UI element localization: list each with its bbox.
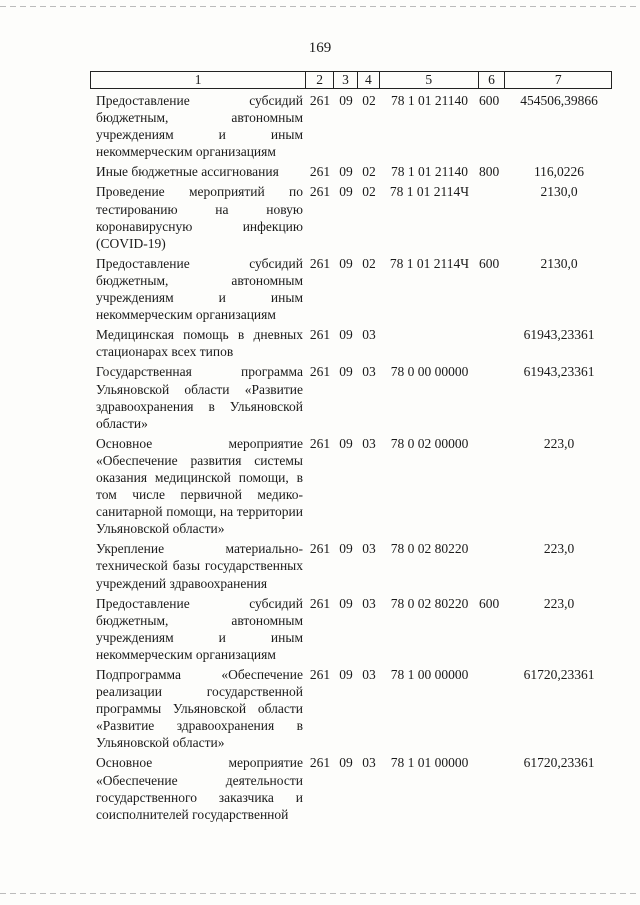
header-col-1: 1 xyxy=(91,72,306,88)
table-row xyxy=(96,92,612,160)
row-code-subsection: 02 xyxy=(362,255,376,271)
row-code-admin: 261 xyxy=(309,327,331,343)
row-code-admin: 261 xyxy=(309,184,331,200)
row-code-expense xyxy=(479,754,506,822)
row-code-expense: 600 xyxy=(479,255,500,271)
page-number: 169 xyxy=(308,40,332,56)
row-code-target: 78 0 00 00000 xyxy=(390,364,469,380)
row-code-section: 09 xyxy=(339,755,353,771)
row-code-expense xyxy=(479,540,506,591)
row-amount: 61720,23361 xyxy=(523,755,595,771)
row-code-section: 09 xyxy=(339,667,353,682)
row-code-target: 78 1 01 21140 xyxy=(390,164,469,180)
row-amount: 223,0 xyxy=(543,435,575,451)
row-code-subsection: 02 xyxy=(362,93,376,108)
row-description: Государственная программа Ульяновской области «Развитие здравоохранения в Ульяновской области» xyxy=(96,364,303,431)
row-code-admin: 261 xyxy=(309,755,331,771)
row-description: Предоставление субсидий бюджетным, автономным учреждениям и иным некоммерческим организациям xyxy=(96,595,303,662)
table-row xyxy=(96,540,612,591)
scan-artifact-top xyxy=(0,6,640,7)
row-code-target: 78 0 02 80220 xyxy=(390,595,469,611)
row-code-target: 78 0 02 00000 xyxy=(390,435,469,451)
row-amount: 2130,0 xyxy=(540,184,578,200)
row-code-section: 09 xyxy=(339,93,353,108)
row-description: Проведение мероприятий по тестированию на новую коронавирусную инфекцию (COVID-19) xyxy=(96,184,303,251)
table-row xyxy=(96,326,612,360)
row-code-admin: 261 xyxy=(309,595,331,611)
row-code-target: 78 1 00 00000 xyxy=(390,667,469,682)
row-code-subsection: 03 xyxy=(362,327,376,343)
table-row xyxy=(96,595,612,663)
row-code-section: 09 xyxy=(339,435,353,451)
table-row xyxy=(96,754,612,822)
row-code-section: 09 xyxy=(339,541,353,557)
row-code-subsection: 03 xyxy=(362,435,376,451)
table-row xyxy=(96,163,612,180)
row-amount: 61720,23361 xyxy=(523,667,595,682)
row-code-expense xyxy=(479,183,506,251)
row-description: Основное мероприятие «Обеспечение деятельности государственного заказчика и соисполнителей государственной xyxy=(96,755,303,822)
table-row xyxy=(96,435,612,538)
row-amount: 454506,39866 xyxy=(520,93,598,108)
row-description: Предоставление субсидий бюджетным, автономным учреждениям и иным некоммерческим организациям xyxy=(96,255,303,323)
header-col-7: 7 xyxy=(554,72,562,87)
row-code-expense xyxy=(479,363,506,431)
row-code-subsection: 02 xyxy=(362,164,376,180)
row-code-section: 09 xyxy=(339,595,353,611)
row-code-expense xyxy=(479,326,506,360)
row-code-expense: 600 xyxy=(479,93,500,108)
scan-artifact-bottom xyxy=(0,893,640,894)
row-code-admin: 261 xyxy=(309,667,331,682)
row-code-section: 09 xyxy=(339,164,353,180)
row-amount: 116,0226 xyxy=(533,164,585,180)
row-amount: 61943,23361 xyxy=(523,364,595,380)
table-header-row xyxy=(90,71,612,89)
row-code-admin: 261 xyxy=(309,364,331,380)
row-code-expense: 600 xyxy=(479,595,500,611)
row-code-section: 09 xyxy=(339,184,353,200)
table-body xyxy=(96,92,612,823)
row-code-subsection: 03 xyxy=(362,667,376,682)
table-row xyxy=(96,255,612,323)
row-code-admin: 261 xyxy=(309,93,331,108)
row-code-subsection: 03 xyxy=(362,541,376,557)
row-code-expense: 800 xyxy=(479,164,500,180)
row-code-admin: 261 xyxy=(309,541,331,557)
header-col-3: 3 xyxy=(334,72,358,88)
header-col-6: 6 xyxy=(479,72,506,88)
row-code-subsection: 03 xyxy=(362,364,376,380)
header-col-4: 4 xyxy=(358,72,380,88)
row-code-admin: 261 xyxy=(309,435,331,451)
row-description: Иные бюджетные ассигнования xyxy=(96,164,279,180)
row-code-section: 09 xyxy=(339,327,353,343)
table-row xyxy=(96,183,612,251)
row-code-target: 78 1 01 2114Ч xyxy=(389,184,470,200)
row-code-admin: 261 xyxy=(309,255,331,271)
row-description: Укрепление материально-технической базы государственных учреждений здравоохранения xyxy=(96,541,303,591)
row-code-target: 78 1 01 00000 xyxy=(390,755,469,771)
row-code-target: 78 1 01 2114Ч xyxy=(389,255,470,271)
row-code-expense xyxy=(479,666,506,751)
row-code-admin: 261 xyxy=(309,164,331,180)
row-code-subsection: 03 xyxy=(362,595,376,611)
header-col-2: 2 xyxy=(306,72,334,88)
row-code-subsection: 03 xyxy=(362,755,376,771)
table-row xyxy=(96,363,612,431)
row-description: Подпрограмма «Обеспечение реализации государственной программы Ульяновской области «Развитие здравоохранения в Ульяновской области» xyxy=(96,667,303,751)
row-code-expense xyxy=(479,435,506,538)
row-code-target: 78 1 01 21140 xyxy=(390,93,469,108)
row-description: Медицинская помощь в дневных стационарах всех типов xyxy=(96,327,303,360)
row-code-section: 09 xyxy=(339,255,353,271)
header-col-5: 5 xyxy=(380,72,479,88)
row-code-section: 09 xyxy=(339,364,353,380)
row-amount: 223,0 xyxy=(543,541,575,557)
row-code-target xyxy=(380,326,479,360)
row-code-subsection: 02 xyxy=(362,184,376,200)
row-code-target: 78 0 02 80220 xyxy=(390,541,469,557)
row-description: Основное мероприятие «Обеспечение развития системы оказания медицинской помощи, в том числе первичной медико-санитарной помощи, на территории Ульяновской области» xyxy=(96,435,303,537)
row-description: Предоставление субсидий бюджетным, автономным учреждениям и иным некоммерческим организациям xyxy=(96,93,303,160)
row-amount: 223,0 xyxy=(543,595,575,611)
row-amount: 2130,0 xyxy=(540,255,578,271)
table-row xyxy=(96,666,612,751)
row-amount: 61943,23361 xyxy=(523,327,595,343)
